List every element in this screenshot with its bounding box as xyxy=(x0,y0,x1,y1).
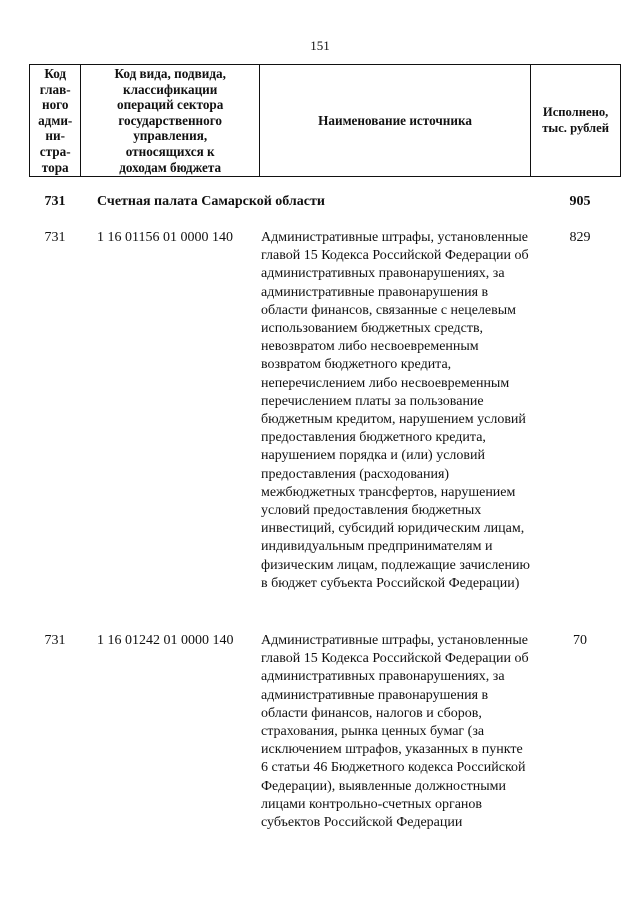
row-source-name: Административные штрафы, установленные главой 15 Кодекса Российской Федерации об административных правонарушениях, за административные правонарушения в области финансов, связанные с нецелевым использованием бюджетных средств, невозвратом либо несвоевременным возвратом бюджетного кредита, неперечислением либо несвоевременным перечислением платы за пользование бюджетным кредитом, нарушением условий предоставления бюджетного кредита, нарушением порядка и (или) условий предоставления (расходования) межбюджетных трансфертов, нарушением условий предоставления бюджетных инвестиций, субсидий юридическим лицам, индивидуальным предпринимателям и физическим лицам, подлежащие зачислению в бюджет субъекта Российской Федерации) xyxy=(261,230,530,591)
row-source-name: Административные штрафы, установленные главой 15 Кодекса Российской Федерации об административных правонарушениях, за административные правонарушения в области финансов, налогов и сборов, страхования, рынка ценных бумаг (за исключением штрафов, указанных в пункте 6 статьи 46 Бюджетного кодекса Российской Федерации), выявленные должностными лицами контрольно-счетных органов субъектов Российской Федерации xyxy=(261,633,529,831)
header-admin-code: Код глав- ного адми- ни- стра- тора xyxy=(30,65,81,177)
row-kbk-code: 1 16 01242 01 0000 140 xyxy=(97,633,234,648)
header-source-name: Наименование источника xyxy=(259,65,530,177)
row-admin-code: 731 xyxy=(44,230,66,245)
row-admin-code: 731 xyxy=(44,633,66,648)
organization-code: 731 xyxy=(44,194,66,209)
table-header xyxy=(29,64,621,177)
organization-value: 905 xyxy=(569,194,591,209)
organization-name: Счетная палата Самарской области xyxy=(97,194,325,209)
page-number: 151 xyxy=(310,38,330,53)
row-kbk-code: 1 16 01156 01 0000 140 xyxy=(97,230,233,245)
header-executed: Исполнено, тыс. рублей xyxy=(531,65,621,177)
row-executed-value: 70 xyxy=(573,633,587,648)
header-kbk-code: Код вида, подвида, классификации операций сектора государственного управления, относящихся к доходам бюджета xyxy=(81,65,260,177)
row-executed-value: 829 xyxy=(569,230,591,245)
